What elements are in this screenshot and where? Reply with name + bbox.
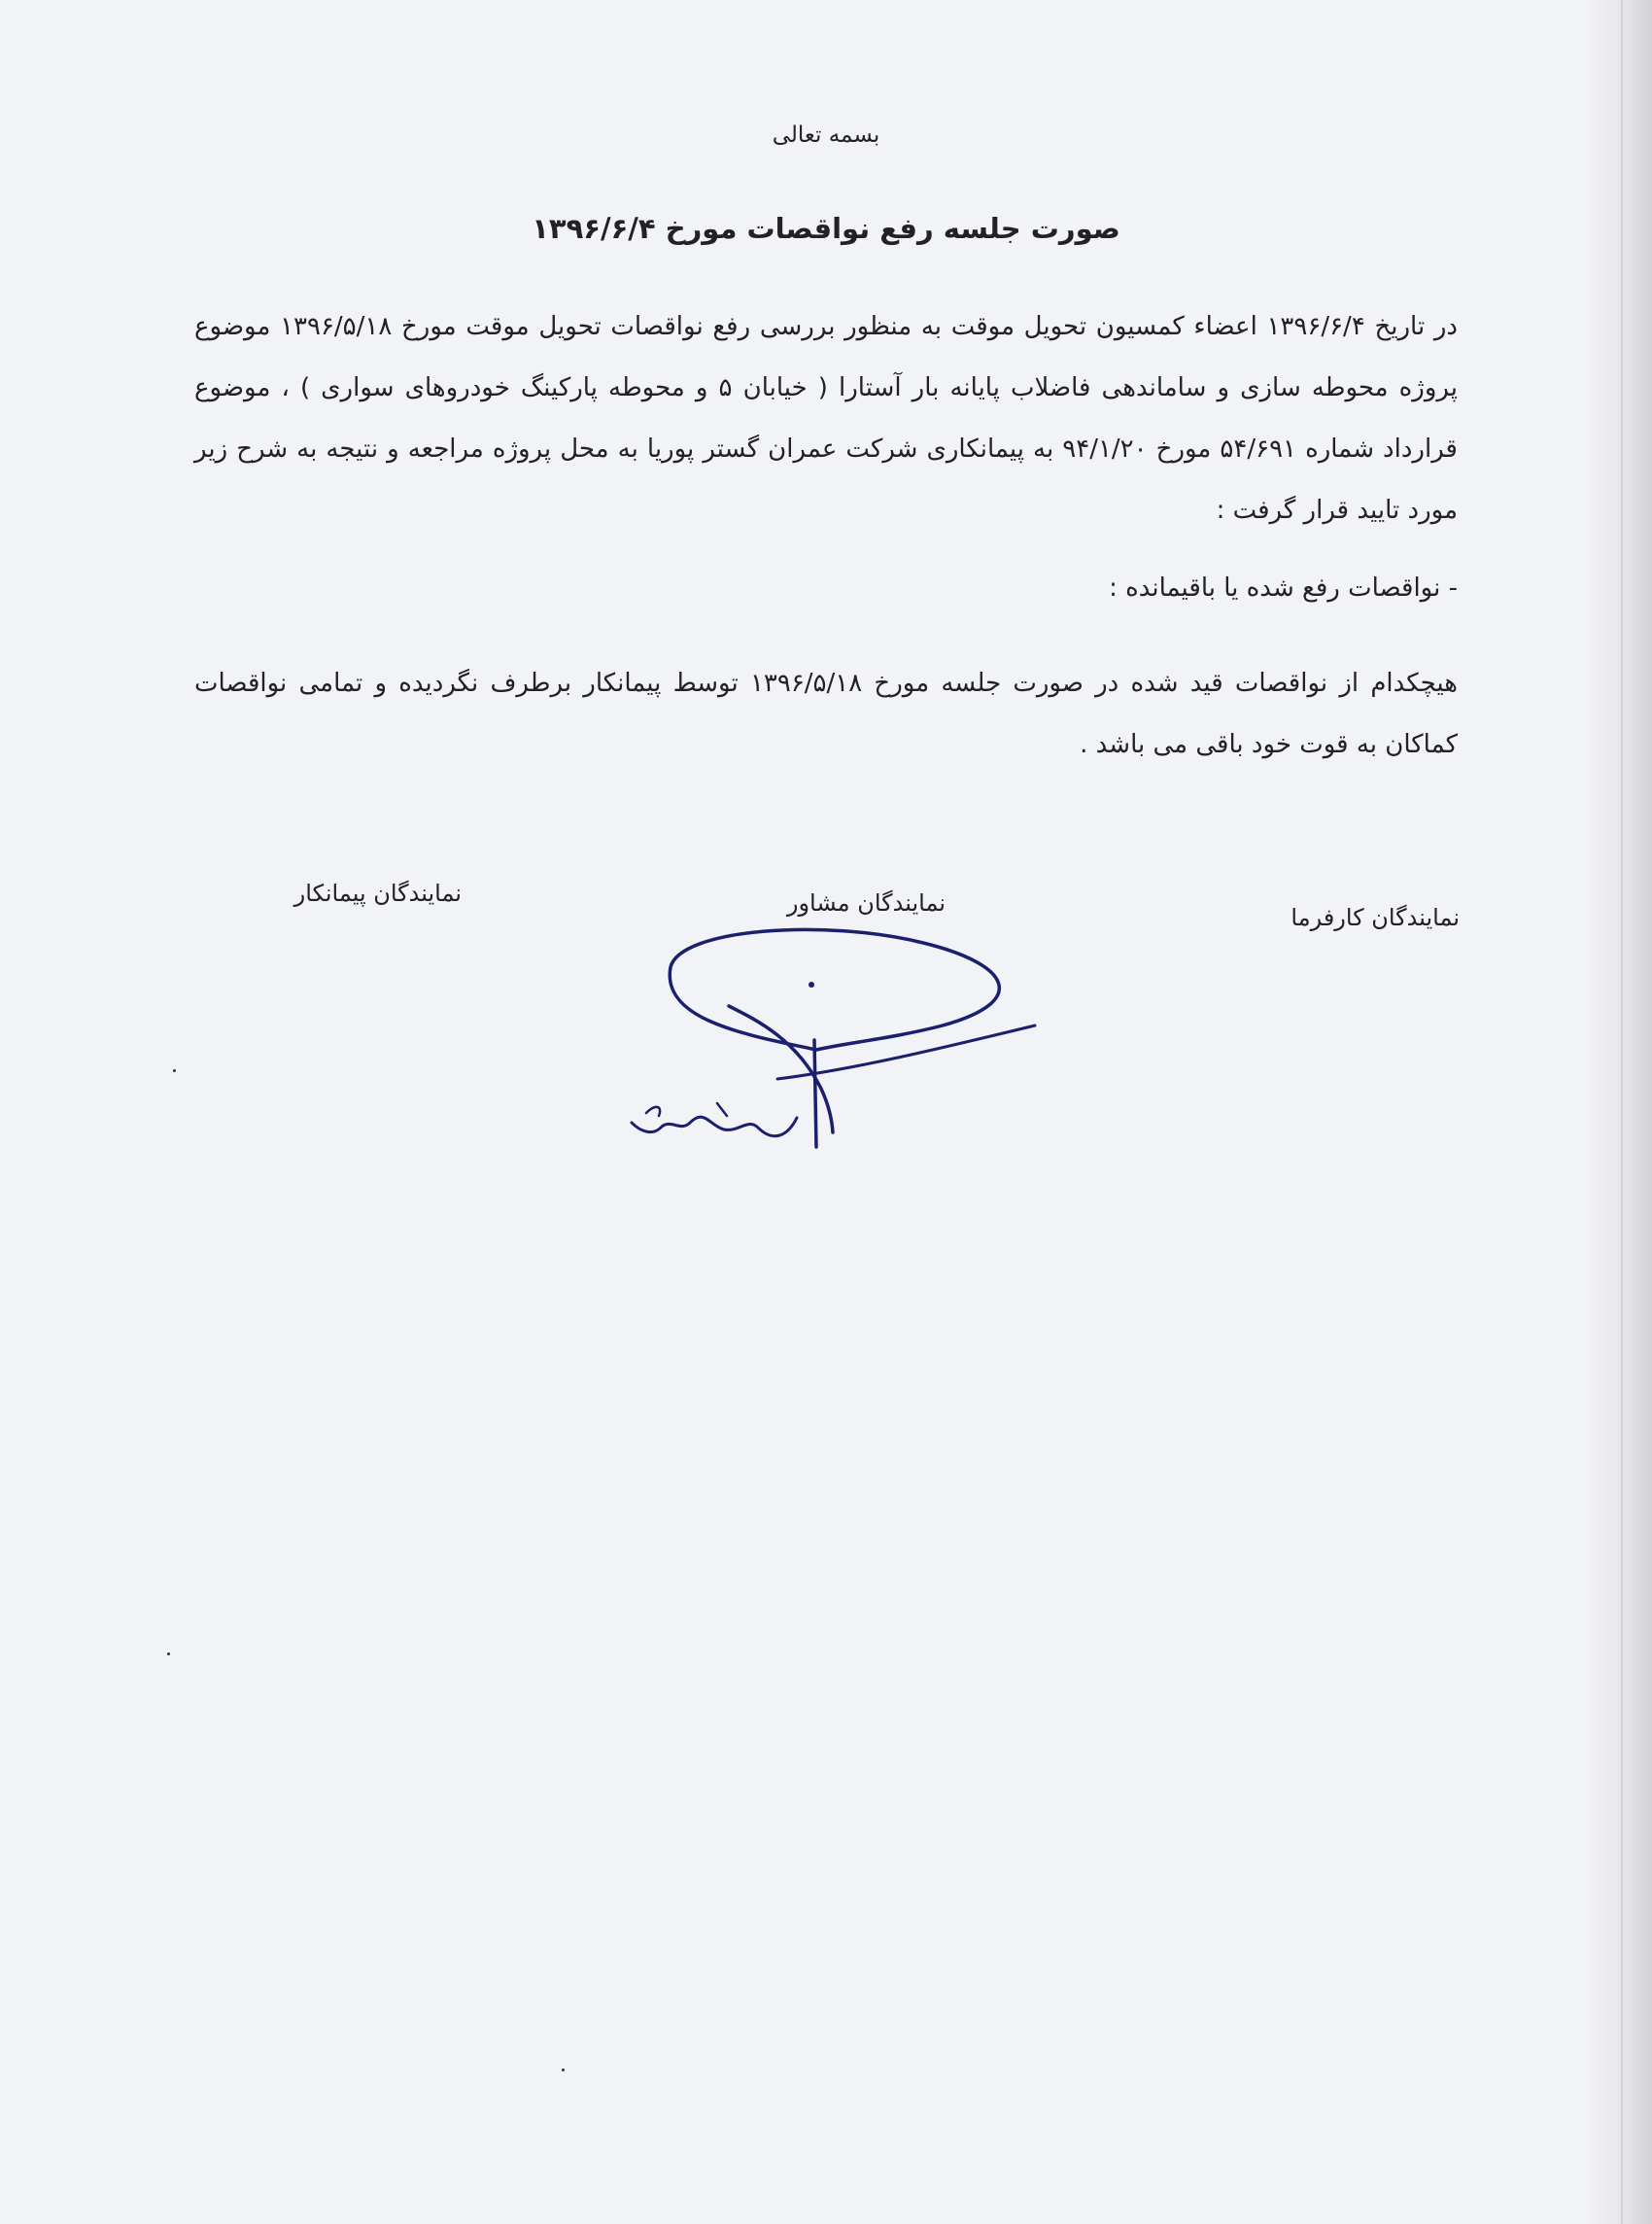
scan-speck bbox=[173, 1069, 176, 1072]
handwritten-signature bbox=[602, 923, 1050, 1176]
bismillah-heading: بسمه تعالی bbox=[772, 122, 880, 148]
document-title: صورت جلسه رفع نواقصات مورخ ۱۳۹۶/۶/۴ bbox=[532, 212, 1120, 245]
scan-edge-shadow bbox=[1584, 0, 1652, 2224]
contractor-representatives-label: نمایندگان پیمانکار bbox=[293, 880, 462, 907]
employer-representatives-label: نمایندگان کارفرما bbox=[1291, 904, 1460, 931]
body-paragraph-2: هیچکدام از نواقصات قید شده در صورت جلسه مورخ ۱۳۹۶/۵/۱۸ توسط پیمانکار برطرف نگردیده و تمامی نواقصات کماکان به قوت خود باقی می باشد . bbox=[194, 669, 1458, 759]
consultant-representatives-label: نمایندگان مشاور bbox=[786, 889, 946, 917]
scan-edge-line bbox=[1621, 0, 1623, 2224]
defects-sub-heading: - نواقصات رفع شده یا باقیمانده : bbox=[1109, 573, 1458, 603]
body-paragraph-1: در تاریخ ۱۳۹۶/۶/۴ اعضاء کمسیون تحویل موقت به منظور بررسی رفع نواقصات تحویل موقت مورخ ۱۳۹۶/۵/۱۸ موضوع پروژه محوطه سازی و ساماندهی فاضلاب پایانه بار آستارا ( خیابان ۵ و محوطه پارکینگ خودروهای سواری ) ، موضوع قرارداد شماره ۵۴/۶۹۱ مورخ ۹۴/۱/۲۰ به پیمانکاری شرکت عمران گستر پوریا به محل پروژه مراجعه و نتیجه به شرح زیر مورد تایید قرار گرفت : bbox=[194, 312, 1458, 525]
scan-speck bbox=[562, 2068, 565, 2071]
scan-speck bbox=[167, 1652, 170, 1655]
